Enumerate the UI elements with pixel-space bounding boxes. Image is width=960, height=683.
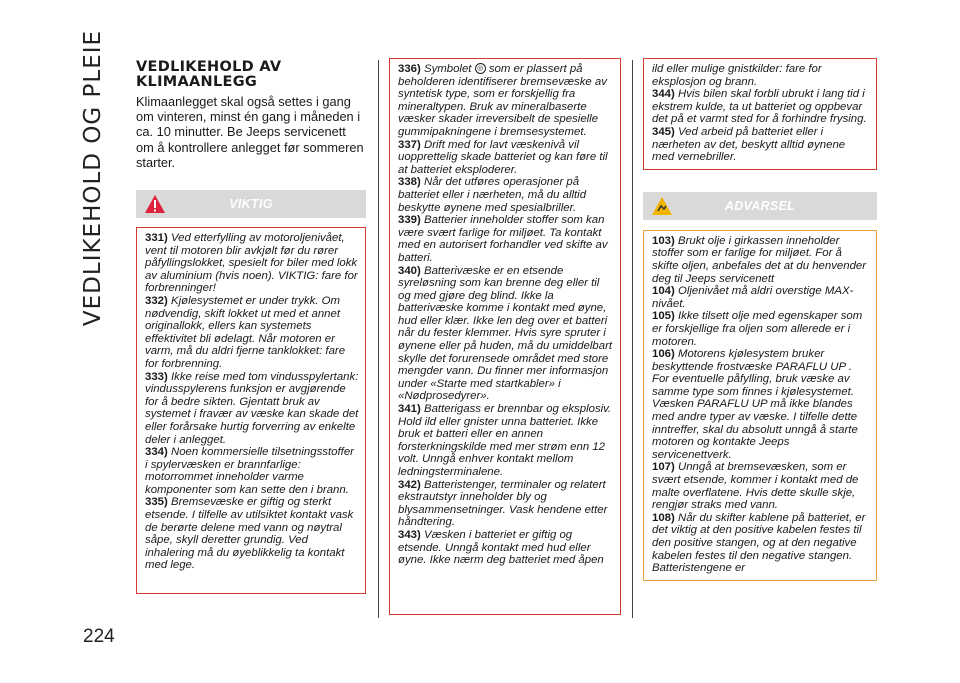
column-divider [378,60,379,618]
note-item: 331) Ved etterfylling av motoroljenivået, vent til motoren blir avkjølt før du rører påfyllingslokket, spesielt for biler med lokk av aluminium (hvis noen). VIKTIG: fare for forbrenninger! [145,232,358,295]
note-item: 338) Når det utføres operasjoner på batteriet eller i nærheten, må du alltid beskytte øynene med spesialbriller. [398,176,587,214]
page-number: 224 [83,626,115,647]
note-item: 334) Noen kommersielle tilsetningsstoffer i spylervæsken er brannfarlige: motorrommet inneholder varme komponenter som kan sette den i brann. [145,446,354,496]
note-item: 103) Brukt olje i girkassen inneholder stoffer som er farlige for miljøet. For å skifte oljen, anbefales det at du henvender deg til Jeeps servicenett [652,234,867,285]
note-item: 342) Batteristenger, terminaler og relatert ekstrautstyr inneholder bly og blysammensetninger. Vask hendene etter håndtering. [398,478,608,529]
note-item: 108) Når du skifter kablene på batteriet, er det viktig at den positive kabelen festes til den positive stangen, og at den negative kabelen festes til den negative stangen. Batteristengene er [652,511,866,575]
note-item: 332) Kjølesystemet er under trykk. Om nødvendig, skift lokket ut med et annet originallokk, ellers kan systemets effektivitet bli ødelagt. Når motoren er varm, må du aldri fjerne tanklokket: fare for forbrenning. [145,294,346,370]
advarsel-label: ADVARSEL [724,198,796,213]
note-item: 343) Væsken i batteriet er giftig og etsende. Unngå kontakt med hud eller øyne. Ikke nærm deg batteriet med åpen [398,528,604,567]
advarsel-header [643,192,877,220]
note-item: 340) Batterivæske er en etsende syreløsning som kan brenne deg eller til og med gjøre deg blind. Ikke la batterivæske komme i kontakt med øyne, hud eller klær. Ikke len deg over et batteri når du fester klemmer. Hvis syre spruter i øynene eller på huden, må du umiddelbart skylle det forurensede området med store mengder vann. Du finner mer informasjon under «Starte med startkabler» i «Nødprosedyrer». [398,264,613,403]
viktig-label: VIKTIG [229,197,273,212]
note-item: 106) Motorens kjølesystem bruker beskyttende frostvæske PARAFLU UP . For eventuelle påfylling, bruk væske av samme type som finnes i kjølesystemet. Væsken PARAFLU UP må ikke blandes med andre typer av væske. I tilfelle dette inntreffer, skal du absolutt unngå å starte motoren og kontakte Jeeps servicenettverk. [652,348,858,461]
note-continuation: ild eller mulige gnistkilder: fare for eksplosjon og brann. [652,63,822,88]
column-left [136,60,366,594]
section-heading: VEDLIKEHOLD AV KLIMAANLEGG [136,59,282,90]
side-section-title: VEDLIKEHOLD OG PLEIE [80,29,106,326]
note-item: 344) Hvis bilen skal forbli ubrukt i lang tid i ekstrem kulde, ta ut batteriet og oppbevar det på et varmt sted for å forhindre frysing. [652,88,867,126]
section-body: Klimaanlegget skal også settes i gang om vinteren, minst én gang i måneden i ca. 10 minutter. Be Jeeps servicenett om å kontrollere anlegget før sommeren starter. [136,94,364,170]
note-item: 107) Unngå at bremsevæsken, som er svært etsende, kommer i kontakt med de malte overflatene. Hvis dette skulle skje, rengjør straks med vann. [652,461,859,512]
notes-box-continued [643,58,877,170]
note-item: 104) Oljenivået må aldri overstige MAX-nivået. [652,285,854,310]
note-item: 339) Batterier inneholder stoffer som kan være svært farlige for miljøet. Ta kontakt med en autorisert forhandler ved skifte av batteri. [398,214,608,264]
viktig-header [136,190,366,218]
column-right [643,58,877,581]
notes-box [389,58,621,615]
column-divider [632,60,633,618]
advarsel-box [643,230,877,581]
note-item: 336) Symbolet ◎ som er plassert på beholderen identifiserer bremsevæske av syntetisk type, som er forskjellig fra mineraltypen. Bruk av mineralbaserte væsker skader irreversibelt de spesielle gummipakningene i bremsesystemet. [398,63,607,138]
note-item: 335) Bremsevæske er giftig og sterkt etsende. I tilfelle av utilsiktet kontakt vask de berørte delene med vann og nøytral såpe, skyll deretter grundig. Ved inhalering må du øyeblikkelig ta kontakt med lege. [145,496,354,572]
note-item: 337) Drift med for lavt væskenivå vil uopprettelig skade batteriet og kan føre til at batteriet eksploderer. [398,138,608,176]
column-middle [389,58,621,615]
note-item: 345) Ved arbeid på batteriet eller i nærheten av det, beskytt alltid øynene med vernebriller. [652,125,846,164]
note-item: 341) Batterigass er brennbar og eksplosiv. Hold ild eller gnister unna batteriet. Ikke bruk et batteri eller en annen forsterkningskilde med mer strøm enn 12 volt. Unngå enhver kontakt mellom ledningsterminalene. [398,403,612,478]
note-item: 333) Ikke reise med tom vindusspylertank: vindusspylerens funksjon er avgjørende for å bedre sikten. Gjentatt bruk av systemet i fravær av væske kan skade det eller forårsake hurtig forverring av enkelte deler i anlegget. [145,370,359,446]
brake-fluid-icon: ◎ [475,63,486,74]
viktig-box [136,227,366,594]
note-item: 105) Ikke tilsett olje med egenskaper som er forskjellige fra oljen som allerede er i motoren. [652,310,863,348]
